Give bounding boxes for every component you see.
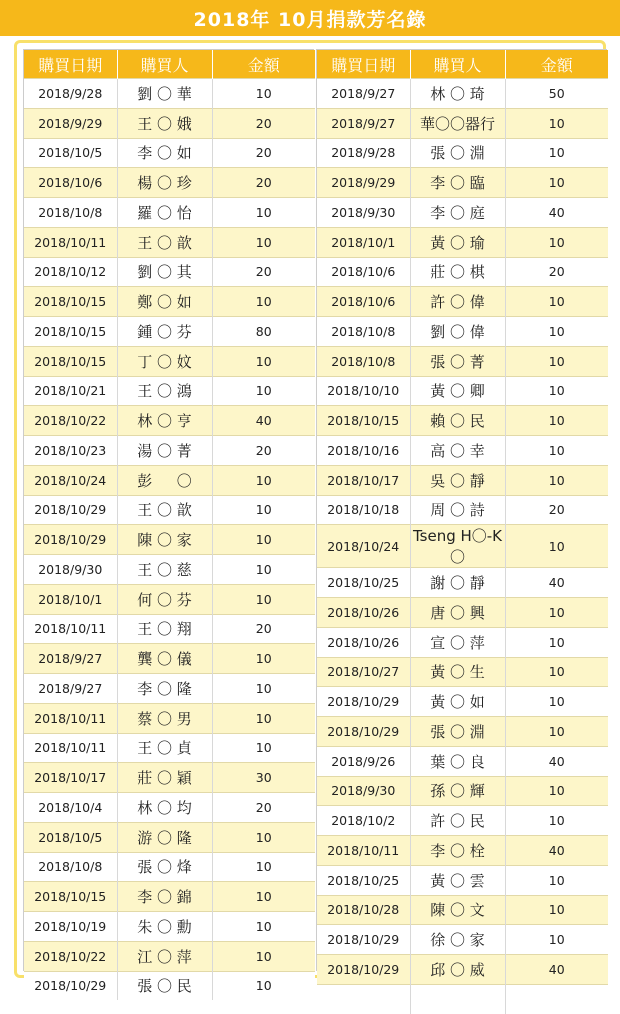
donation-date: 2018/10/26 [317, 598, 410, 628]
donor-name: 李 〇 如 [117, 138, 212, 168]
table-row [24, 346, 315, 376]
donation-amount: 10 [212, 79, 315, 109]
donation-date: 2018/10/29 [317, 955, 410, 985]
donation-date: 2018/9/30 [317, 776, 410, 806]
donor-name: 莊 〇 棋 [410, 257, 505, 287]
donation-amount: 10 [212, 376, 315, 406]
table-row [24, 198, 315, 228]
donation-date: 2018/10/28 [317, 895, 410, 925]
donor-name: 邱 〇 威 [410, 955, 505, 985]
donation-amount: 10 [505, 806, 608, 836]
table-row [24, 614, 315, 644]
donor-name: 朱 〇 勳 [117, 912, 212, 942]
donor-name: 張 〇 淵 [410, 717, 505, 747]
donation-amount: 10 [212, 852, 315, 882]
donor-name: 徐 〇 家 [410, 925, 505, 955]
donor-name: 林 〇 琦 [410, 79, 505, 109]
donor-name: 江 〇 萍 [117, 941, 212, 971]
header-amount: 金額 [212, 50, 315, 79]
donation-date: 2018/10/18 [317, 495, 410, 525]
table-row [317, 317, 608, 347]
donation-date: 2018/9/28 [24, 79, 117, 109]
donation-amount: 80 [212, 317, 315, 347]
table-row [317, 138, 608, 168]
donation-date: 2018/10/15 [24, 317, 117, 347]
donation-amount: 10 [505, 376, 608, 406]
donation-amount: 20 [212, 436, 315, 466]
table-row [24, 941, 315, 971]
donation-amount: 20 [505, 257, 608, 287]
donation-amount: 10 [212, 703, 315, 733]
donor-name: 黃 〇 雲 [410, 865, 505, 895]
donation-date: 2018/10/10 [317, 376, 410, 406]
donor-name: 宣 〇 萍 [410, 627, 505, 657]
donor-name: 陳 〇 文 [410, 895, 505, 925]
table-row [24, 495, 315, 525]
donation-date: 2018/10/22 [24, 406, 117, 436]
donation-amount: 40 [505, 568, 608, 598]
donation-amount: 10 [505, 465, 608, 495]
table-row [317, 657, 608, 687]
table-row [317, 406, 608, 436]
donor-name: 彭 〇 [117, 465, 212, 495]
donor-name: 王 〇 歆 [117, 495, 212, 525]
donation-amount: 10 [212, 912, 315, 942]
donation-amount: 40 [505, 746, 608, 776]
donor-table-right [316, 49, 607, 979]
table-row [317, 465, 608, 495]
donation-date: 2018/10/11 [317, 836, 410, 866]
table-row [24, 793, 315, 823]
donation-amount: 20 [212, 108, 315, 138]
donation-amount: 10 [505, 717, 608, 747]
donor-name: 陳 〇 家 [117, 525, 212, 555]
donor-table-left [23, 49, 314, 996]
donor-name: 何 〇 芬 [117, 584, 212, 614]
header-amount: 金額 [505, 50, 608, 79]
table-row [317, 865, 608, 895]
table-row [317, 984, 608, 1013]
table-row [317, 806, 608, 836]
donation-amount: 10 [505, 525, 608, 568]
donation-amount: 10 [505, 776, 608, 806]
donation-date: 2018/10/29 [317, 717, 410, 747]
table-row [317, 568, 608, 598]
donor-name [410, 984, 505, 1013]
donor-name: 湯 〇 菁 [117, 436, 212, 466]
donation-amount: 40 [212, 406, 315, 436]
donor-name: 賴 〇 民 [410, 406, 505, 436]
donor-name: 華〇〇器行 [410, 108, 505, 138]
donation-amount: 20 [212, 793, 315, 823]
donation-date: 2018/10/17 [24, 763, 117, 793]
table-row [317, 495, 608, 525]
donor-name: 王 〇 翔 [117, 614, 212, 644]
donation-date: 2018/10/11 [24, 703, 117, 733]
donor-name: 丁 〇 妏 [117, 346, 212, 376]
table-row [24, 525, 315, 555]
donation-date: 2018/10/8 [24, 198, 117, 228]
donation-date: 2018/9/29 [317, 168, 410, 198]
donation-amount: 10 [212, 555, 315, 585]
donor-name: 吳 〇 靜 [410, 465, 505, 495]
donation-date: 2018/10/5 [24, 138, 117, 168]
donation-amount: 10 [212, 287, 315, 317]
donation-date: 2018/10/8 [24, 852, 117, 882]
table-row [24, 674, 315, 704]
donor-name: 黃 〇 卿 [410, 376, 505, 406]
donor-name: 李 〇 錦 [117, 882, 212, 912]
donation-amount [505, 984, 608, 1013]
table-row [317, 525, 608, 568]
table-row [24, 912, 315, 942]
donor-name: 謝 〇 靜 [410, 568, 505, 598]
table-row [24, 138, 315, 168]
donation-date: 2018/10/29 [24, 525, 117, 555]
table-header-row [24, 50, 315, 79]
donor-name: 劉 〇 偉 [410, 317, 505, 347]
donor-name: 鍾 〇 芬 [117, 317, 212, 347]
donation-amount: 10 [212, 584, 315, 614]
donor-name: Tseng H〇-K〇 [410, 525, 505, 568]
donor-name: 王 〇 娥 [117, 108, 212, 138]
donation-amount: 10 [505, 865, 608, 895]
table-row [317, 436, 608, 466]
table-row [24, 852, 315, 882]
table-row [24, 465, 315, 495]
donor-name: 高 〇 幸 [410, 436, 505, 466]
donation-date: 2018/10/2 [317, 806, 410, 836]
donor-name: 張 〇 民 [117, 971, 212, 1000]
table-header-row [317, 50, 608, 79]
donation-amount: 10 [505, 436, 608, 466]
donation-date: 2018/10/12 [24, 257, 117, 287]
donation-amount: 40 [505, 198, 608, 228]
donation-date: 2018/9/30 [24, 555, 117, 585]
donation-date: 2018/10/6 [317, 257, 410, 287]
table-row [24, 555, 315, 585]
donation-date: 2018/10/15 [24, 346, 117, 376]
table-row [317, 227, 608, 257]
table-row [24, 882, 315, 912]
table-row [317, 79, 608, 109]
donation-amount: 10 [212, 346, 315, 376]
table-row [317, 895, 608, 925]
donor-name: 龔 〇 儀 [117, 644, 212, 674]
donor-name: 孫 〇 輝 [410, 776, 505, 806]
donation-amount: 10 [505, 598, 608, 628]
table-row [317, 746, 608, 776]
donor-name: 莊 〇 穎 [117, 763, 212, 793]
donation-amount: 10 [505, 138, 608, 168]
table-row [317, 376, 608, 406]
donor-name: 蔡 〇 男 [117, 703, 212, 733]
donor-name: 羅 〇 怡 [117, 198, 212, 228]
donation-date: 2018/10/16 [317, 436, 410, 466]
table-row [317, 257, 608, 287]
donation-amount: 10 [505, 657, 608, 687]
table-row [24, 227, 315, 257]
donation-date: 2018/10/21 [24, 376, 117, 406]
donation-date: 2018/9/30 [317, 198, 410, 228]
donor-name: 王 〇 歆 [117, 227, 212, 257]
donor-name: 楊 〇 珍 [117, 168, 212, 198]
donation-date: 2018/10/6 [317, 287, 410, 317]
donation-amount: 10 [212, 822, 315, 852]
donation-amount: 10 [505, 287, 608, 317]
donation-amount: 10 [505, 227, 608, 257]
donor-name: 游 〇 隆 [117, 822, 212, 852]
table-body-left [24, 79, 315, 1001]
donation-amount: 30 [212, 763, 315, 793]
donor-name: 林 〇 均 [117, 793, 212, 823]
donation-date: 2018/10/24 [317, 525, 410, 568]
donation-date: 2018/10/22 [24, 941, 117, 971]
donation-date: 2018/10/27 [317, 657, 410, 687]
table-row [24, 317, 315, 347]
table-row [24, 108, 315, 138]
donation-date: 2018/10/26 [317, 627, 410, 657]
table-row [317, 627, 608, 657]
page-title: 2018年 10月捐款芳名錄 [0, 0, 620, 36]
table-row [317, 168, 608, 198]
donation-amount: 10 [212, 227, 315, 257]
donation-amount: 10 [505, 317, 608, 347]
table-row [24, 763, 315, 793]
donation-amount: 10 [505, 925, 608, 955]
donor-name: 李 〇 庭 [410, 198, 505, 228]
table-row [317, 598, 608, 628]
table-row [317, 717, 608, 747]
table-row [24, 436, 315, 466]
donor-name: 李 〇 臨 [410, 168, 505, 198]
donation-amount: 10 [212, 198, 315, 228]
donation-amount: 10 [505, 895, 608, 925]
table-row [317, 776, 608, 806]
donation-date: 2018/10/11 [24, 614, 117, 644]
donation-date: 2018/9/29 [24, 108, 117, 138]
donor-name: 周 〇 詩 [410, 495, 505, 525]
donation-amount: 10 [212, 733, 315, 763]
table-row [24, 733, 315, 763]
table-row [317, 346, 608, 376]
donation-date: 2018/10/23 [24, 436, 117, 466]
table-row [317, 687, 608, 717]
donor-name: 林 〇 亨 [117, 406, 212, 436]
donor-name: 黃 〇 如 [410, 687, 505, 717]
donation-amount: 10 [505, 168, 608, 198]
table-row [24, 822, 315, 852]
donation-date: 2018/10/17 [317, 465, 410, 495]
donation-date: 2018/10/24 [24, 465, 117, 495]
donation-date: 2018/9/27 [317, 79, 410, 109]
donation-amount: 40 [505, 955, 608, 985]
donation-date: 2018/10/8 [317, 317, 410, 347]
donation-amount: 10 [212, 525, 315, 555]
table-row [24, 79, 315, 109]
table-row [317, 287, 608, 317]
donor-name: 王 〇 貞 [117, 733, 212, 763]
table-row [317, 925, 608, 955]
donor-name: 許 〇 民 [410, 806, 505, 836]
donation-amount: 10 [212, 674, 315, 704]
donation-date: 2018/9/27 [317, 108, 410, 138]
donor-name: 李 〇 隆 [117, 674, 212, 704]
donor-name: 黃 〇 生 [410, 657, 505, 687]
donation-date: 2018/10/29 [24, 495, 117, 525]
table-body-right [317, 79, 608, 1014]
donation-date: 2018/10/15 [24, 287, 117, 317]
donation-date: 2018/10/25 [317, 568, 410, 598]
donation-date: 2018/9/26 [317, 746, 410, 776]
donation-date: 2018/9/28 [317, 138, 410, 168]
donor-name: 張 〇 菁 [410, 346, 505, 376]
table-row [24, 287, 315, 317]
table-row [317, 108, 608, 138]
donation-amount: 10 [505, 627, 608, 657]
donor-name: 唐 〇 興 [410, 598, 505, 628]
donation-amount: 10 [212, 644, 315, 674]
donation-amount: 10 [505, 346, 608, 376]
donor-name: 王 〇 鴻 [117, 376, 212, 406]
donation-date: 2018/10/15 [24, 882, 117, 912]
table-row [24, 703, 315, 733]
donation-amount: 10 [212, 495, 315, 525]
donation-amount: 20 [505, 495, 608, 525]
donation-date: 2018/10/29 [24, 971, 117, 1000]
header-date: 購買日期 [24, 50, 117, 79]
table-row [317, 836, 608, 866]
donation-date: 2018/10/15 [317, 406, 410, 436]
donation-amount: 40 [505, 836, 608, 866]
donation-date: 2018/10/29 [317, 687, 410, 717]
donation-date: 2018/10/4 [24, 793, 117, 823]
donor-name: 李 〇 栓 [410, 836, 505, 866]
donation-amount: 10 [505, 108, 608, 138]
donation-date [317, 984, 410, 1013]
donor-name: 鄭 〇 如 [117, 287, 212, 317]
donation-date: 2018/10/19 [24, 912, 117, 942]
donation-amount: 20 [212, 138, 315, 168]
donation-amount: 10 [212, 971, 315, 1000]
donor-name: 張 〇 烽 [117, 852, 212, 882]
donation-amount: 20 [212, 168, 315, 198]
table-row [24, 584, 315, 614]
header-buyer: 購買人 [117, 50, 212, 79]
donor-name: 張 〇 淵 [410, 138, 505, 168]
table-row [317, 955, 608, 985]
table-row [24, 257, 315, 287]
donor-name: 王 〇 慈 [117, 555, 212, 585]
donor-name: 許 〇 偉 [410, 287, 505, 317]
donation-amount: 10 [505, 687, 608, 717]
table-row [24, 168, 315, 198]
donation-amount: 50 [505, 79, 608, 109]
donation-amount: 10 [212, 465, 315, 495]
donation-amount: 20 [212, 614, 315, 644]
table-row [24, 971, 315, 1000]
donation-date: 2018/10/1 [317, 227, 410, 257]
donation-date: 2018/10/11 [24, 227, 117, 257]
table-row [317, 198, 608, 228]
donation-date: 2018/9/27 [24, 644, 117, 674]
donation-amount: 10 [505, 406, 608, 436]
donation-date: 2018/10/8 [317, 346, 410, 376]
donor-name: 黃 〇 瑜 [410, 227, 505, 257]
donation-amount: 10 [212, 941, 315, 971]
donation-date: 2018/10/29 [317, 925, 410, 955]
donor-name: 劉 〇 其 [117, 257, 212, 287]
table-row [24, 376, 315, 406]
donation-date: 2018/10/5 [24, 822, 117, 852]
table-row [24, 406, 315, 436]
donation-amount: 20 [212, 257, 315, 287]
donation-date: 2018/10/11 [24, 733, 117, 763]
donor-name: 劉 〇 華 [117, 79, 212, 109]
header-date: 購買日期 [317, 50, 410, 79]
donation-date: 2018/10/1 [24, 584, 117, 614]
donor-name: 葉 〇 良 [410, 746, 505, 776]
donation-date: 2018/10/25 [317, 865, 410, 895]
donation-date: 2018/10/6 [24, 168, 117, 198]
header-buyer: 購買人 [410, 50, 505, 79]
donation-amount: 10 [212, 882, 315, 912]
table-row [24, 644, 315, 674]
donation-date: 2018/9/27 [24, 674, 117, 704]
